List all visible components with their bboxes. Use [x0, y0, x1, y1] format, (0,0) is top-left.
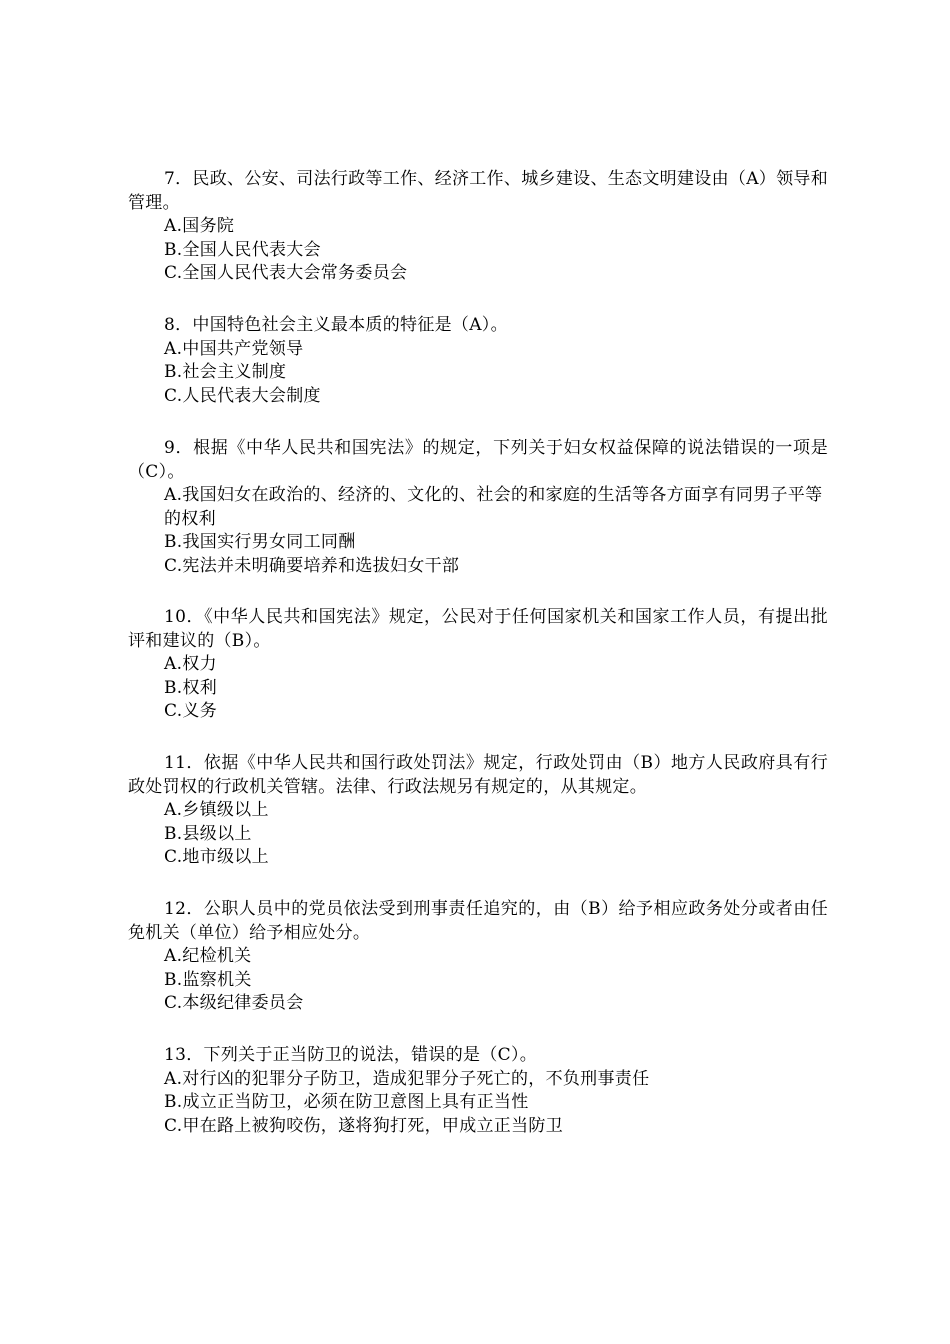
option-b: B.监察机关 [164, 969, 252, 990]
option-b: B.成立正当防卫，必须在防卫意图上具有正当性 [164, 1092, 529, 1112]
question-stem: 13．下列关于正当防卫的说法，错误的是（C）。 [164, 1045, 538, 1065]
question-stem: 8．中国特色社会主义最本质的特征是（A）。 [164, 315, 508, 335]
question-stem: 7．民政、公安、司法行政等工作、经济工作、城乡建设、生态文明建设由（A）领导和管理。 [128, 169, 828, 213]
option-b: B.县级以上 [164, 823, 252, 844]
option-a: A.中国共产党领导 [164, 338, 304, 359]
question-stem: 11．依据《中华人民共和国行政处罚法》规定，行政处罚由（B）地方人民政府具有行政处罚权的行政机关管辖。法律、行政法规另有规定的，从其规定。 [128, 753, 828, 797]
question-7 [128, 168, 828, 286]
option-a: A.我国妇女在政治的、经济的、文化的、社会的和家庭的生活等各方面享有同男子平等的权利 [164, 485, 823, 529]
question-stem: 9．根据《中华人民共和国宪法》的规定，下列关于妇女权益保障的说法错误的一项是（C）。 [128, 438, 828, 482]
question-stem: 10．《中华人民共和国宪法》规定，公民对于任何国家机关和国家工作人员，有提出批评和建议的（B）。 [128, 607, 828, 651]
option-c: C.本级纪律委员会 [164, 993, 304, 1013]
option-a: A.权力 [164, 654, 217, 674]
option-a: A.乡镇级以上 [164, 800, 269, 820]
option-b: B.全国人民代表大会 [164, 239, 321, 260]
question-10 [128, 606, 828, 724]
option-a: A.国务院 [164, 216, 235, 236]
question-9 [128, 437, 828, 578]
option-c: C.义务 [164, 701, 218, 721]
option-a: A.纪检机关 [164, 946, 252, 966]
question-11 [128, 752, 828, 870]
option-b: B.社会主义制度 [164, 362, 287, 382]
option-c: C.宪法并未明确要培养和选拔妇女干部 [164, 555, 460, 576]
option-c: C.甲在路上被狗咬伤，遂将狗打死，甲成立正当防卫 [164, 1115, 564, 1136]
option-b: B.我国实行男女同工同酬 [164, 532, 356, 552]
question-13 [128, 1044, 828, 1138]
option-a: A.对行凶的犯罪分子防卫，造成犯罪分子死亡的，不负刑事责任 [164, 1068, 650, 1089]
question-stem: 12．公职人员中的党员依法受到刑事责任追究的，由（B）给予相应政务处分或者由任免机关（单位）给予相应处分。 [128, 899, 828, 943]
option-c: C.人民代表大会制度 [164, 385, 321, 406]
option-b: B.权利 [164, 677, 218, 698]
question-12 [128, 898, 828, 1016]
option-c: C.地市级以上 [164, 847, 269, 867]
question-8 [128, 314, 828, 408]
option-c: C.全国人民代表大会常务委员会 [164, 263, 408, 283]
